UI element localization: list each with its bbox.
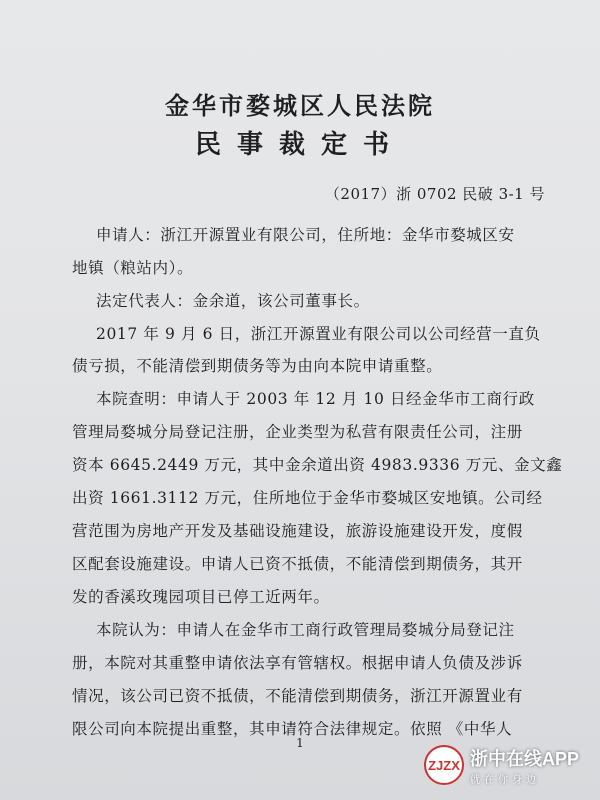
document-title: 民事裁定书 bbox=[194, 130, 405, 160]
app-watermark-text bbox=[470, 745, 579, 786]
app-watermark bbox=[424, 740, 594, 790]
app-logo-icon bbox=[424, 745, 464, 785]
page-number: 1 bbox=[296, 736, 304, 750]
app-name: 浙中在线APP bbox=[470, 748, 580, 769]
body-line: 出资 1661.3112 万元，住所地位于金华市婺城区安地镇。公司经 bbox=[72, 489, 543, 507]
body-line: 营范围为房地产开发及基础设施建设，旅游设施建设开发，度假 bbox=[72, 522, 523, 540]
body-line: 债亏损，不能清偿到期债务等为由向本院申请重整。 bbox=[72, 357, 443, 375]
body-line: 本院认为：申请人在金华市工商行政管理局婺城分局登记注 bbox=[96, 621, 515, 639]
body-line: 地镇（粮站内）。 bbox=[72, 259, 194, 277]
body-line: 法定代表人：金余道，该公司董事长。 bbox=[96, 292, 370, 310]
body-line: 2017 年 9 月 6 日，浙江开源置业有限公司以公司经营一直负 bbox=[96, 325, 541, 343]
body-line: 册，本院对其重整申请依法享有管辖权。根据申请人负债及涉诉 bbox=[72, 654, 523, 672]
court-name: 金华市婺城区人民法院 bbox=[165, 91, 435, 120]
app-logo-text: ZJZX bbox=[428, 757, 460, 773]
body-line: 管理局婺城分局登记注册，企业类型为私营有限责任公司，注册 bbox=[72, 423, 523, 441]
app-slogan: 就在你身边 bbox=[470, 774, 540, 786]
body-line: 本院查明：申请人于 2003 年 12 月 10 日经金华市工商行政 bbox=[96, 390, 535, 408]
body-line: 发的香溪玫瑰园项目已停工近两年。 bbox=[72, 588, 330, 606]
case-number: （2017）浙 0702 民破 3-1 号 bbox=[324, 185, 545, 203]
body-line: 限公司向本院提出重整，其申请符合法律规定。依照 《中华人 bbox=[72, 720, 513, 738]
body-line: 申请人：浙江开源置业有限公司，住所地：金华市婺城区安 bbox=[96, 226, 515, 244]
body-line: 情况，该公司已资不抵债，不能清偿到期债务，浙江开源置业有 bbox=[72, 687, 523, 705]
body-line: 区配套设施建设。申请人已资不抵债，不能清偿到期债务，其开 bbox=[72, 555, 523, 573]
body-line: 资本 6645.2449 万元，其中金余道出资 4983.9336 万元、金文鑫 bbox=[72, 456, 563, 474]
